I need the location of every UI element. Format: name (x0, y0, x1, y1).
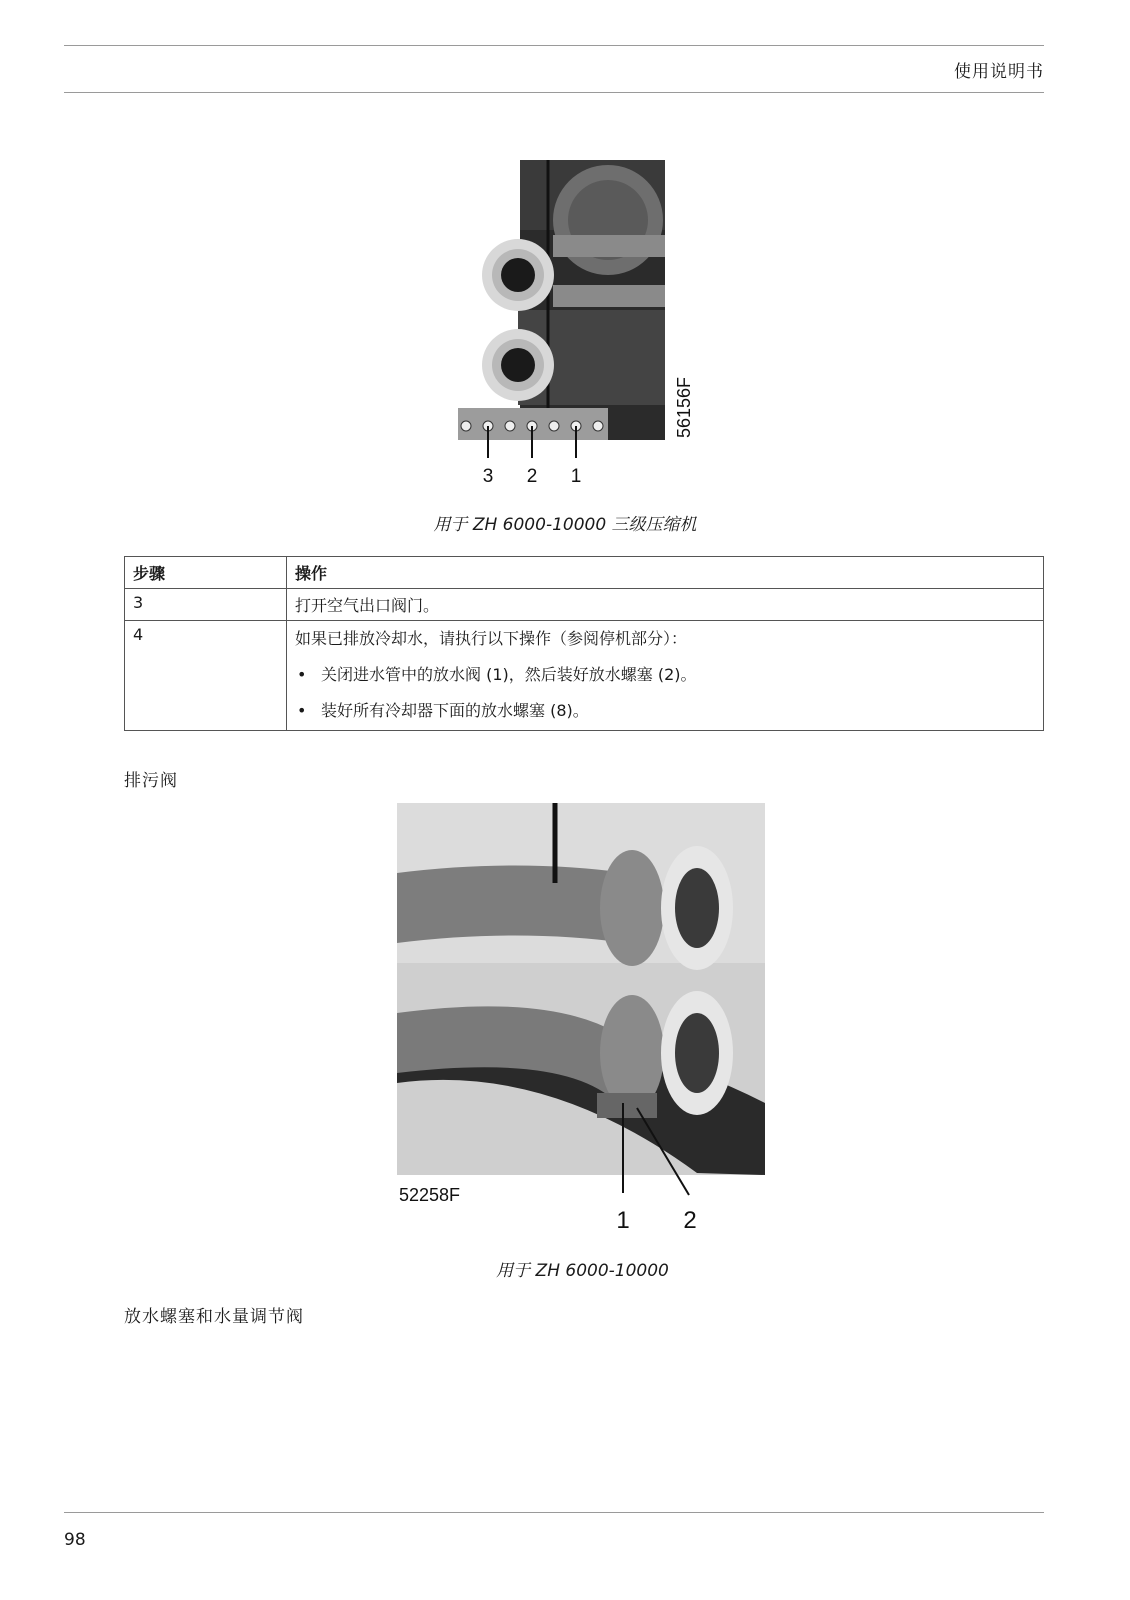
manual-title: 使用说明书 (954, 62, 1044, 82)
figure1-caption: 用于 ZH 6000-10000 三级压缩机 (433, 515, 697, 535)
figure-code: 56156F (674, 376, 694, 438)
step-action-cell (287, 621, 1044, 731)
header-bottom-rule (64, 92, 1044, 93)
figure-code: 52258F (399, 1185, 461, 1205)
header-step: 步骤 (125, 557, 287, 589)
pipe-flange-photo-figure (397, 803, 765, 1246)
callout-1: 1 (570, 466, 582, 487)
section-heading-drain-plug: 放水螺塞和水量调节阀 (124, 1307, 304, 1327)
step-number: 3 (125, 589, 287, 621)
step-number: 4 (125, 621, 287, 731)
section-heading-drain-valve: 排污阀 (124, 771, 178, 791)
steps-table (124, 556, 1044, 731)
step-action: 打开空气出口阀门。 (287, 589, 1044, 621)
page-number: 98 (64, 1530, 86, 1550)
table-row (125, 621, 1044, 731)
bullet-item: • 装好所有冷却器下面的放水螺塞 (8)。 (295, 701, 1035, 721)
table-header-row (125, 557, 1044, 589)
callout-3: 3 (482, 466, 494, 487)
callout-2: 2 (683, 1207, 697, 1234)
figure2-caption: 用于 ZH 6000-10000 (496, 1261, 669, 1281)
bullet-item: • 关闭进水管中的放水阀 (1)，然后装好放水螺塞 (2)。 (295, 665, 1035, 685)
compressor-photo-figure (458, 160, 718, 500)
header-action: 操作 (287, 557, 1044, 589)
callout-1: 1 (616, 1207, 630, 1234)
callout-2: 2 (526, 466, 538, 487)
table-row (125, 589, 1044, 621)
footer-rule (64, 1512, 1044, 1513)
header-top-rule (64, 45, 1044, 46)
step-action: 如果已排放冷却水，请执行以下操作（参阅停机部分）： (295, 629, 688, 648)
